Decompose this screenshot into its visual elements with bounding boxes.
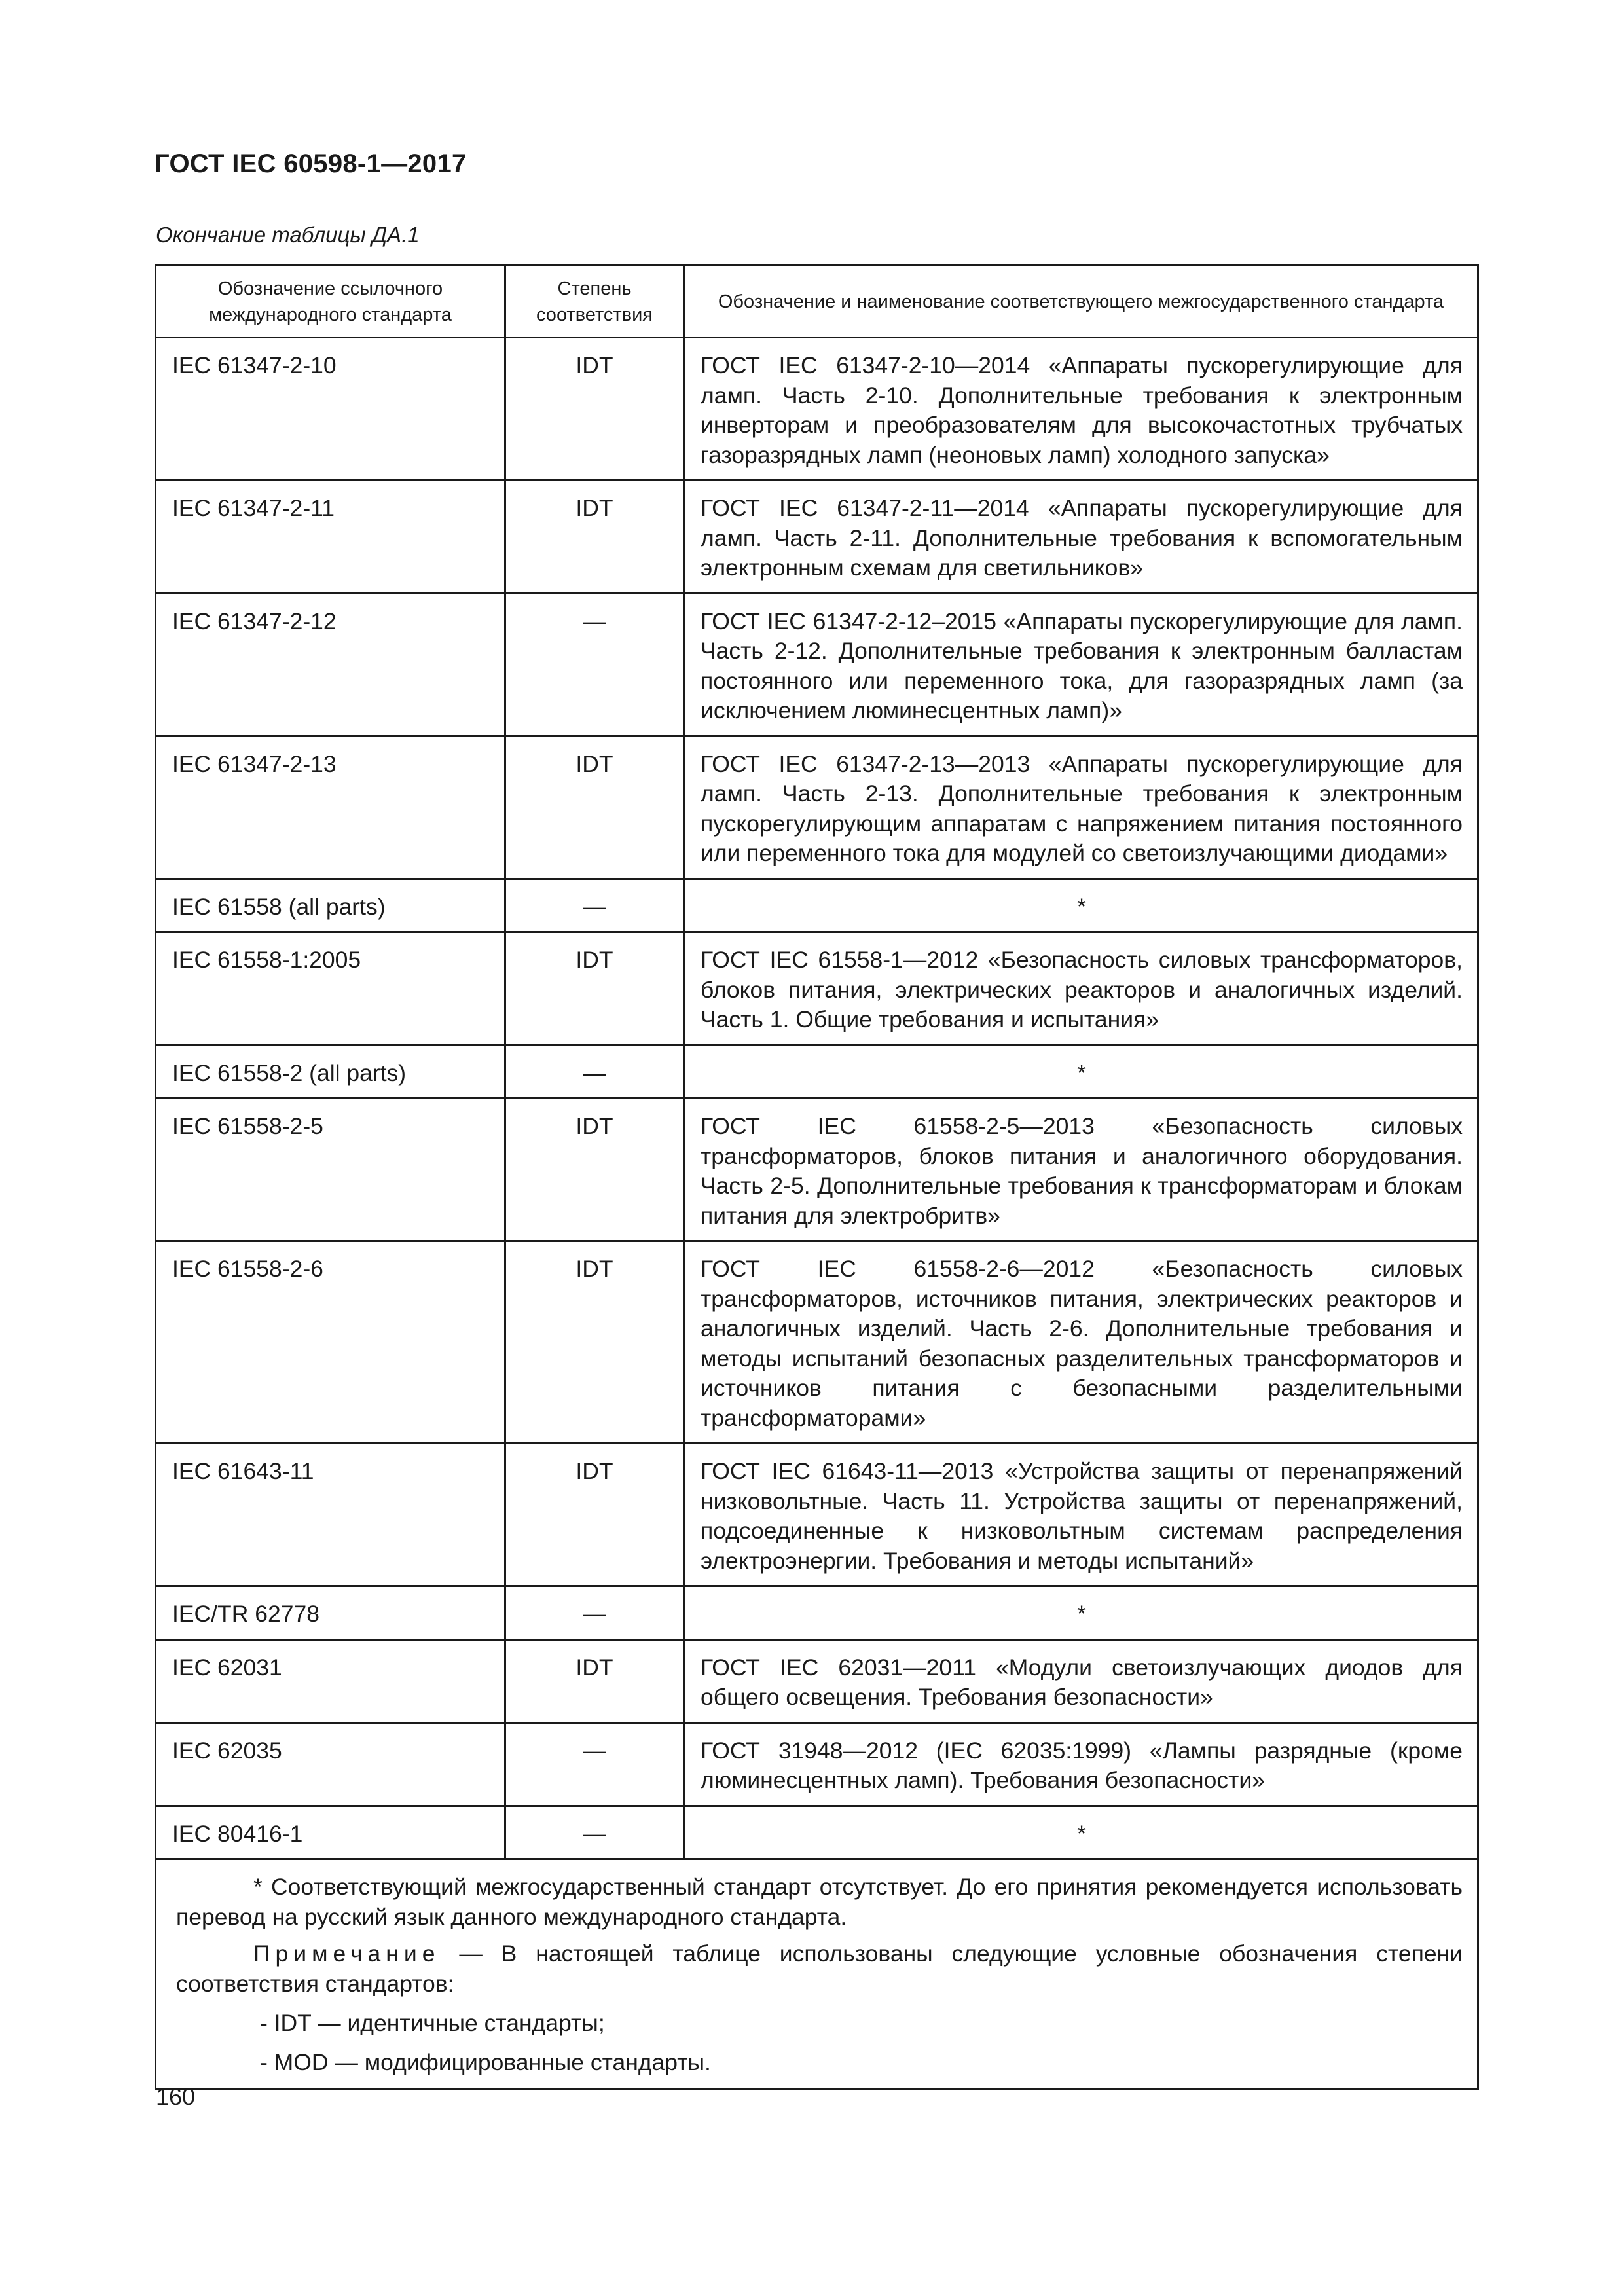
standards-table [155,264,1479,2090]
table-row [156,1639,1478,1722]
document-title: ГОСТ IEC 60598-1—2017 [155,149,467,178]
standard-name-cell: * [684,879,1478,932]
table-row [156,932,1478,1046]
footnote: * Соответствующий межгосударственный стандарт отсутствует. До его принятия рекомендуется использовать перевод на русский язык данного международного стандарта. [176,1874,1463,1930]
table-row [156,338,1478,481]
standard-name-cell: ГОСТ IEC 61347-2-13—2013 «Аппараты пускорегулирующие для ламп. Часть 2-13. Дополнительные требования к электронным пускорегулирующим аппаратам с напряжением питания постоянного или переменного тока для модулей со светоизлучающими диодами» [684,736,1478,879]
standard-name-cell: * [684,1806,1478,1859]
reference-cell: IEC 61558-2-5 [156,1099,505,1241]
note-item-idt: - IDT — идентичные стандарты; [260,2010,605,2036]
note-item-mod: - MOD — модифицированные стандарты. [260,2049,711,2075]
standard-name-cell: * [684,1045,1478,1099]
table-row [156,1722,1478,1806]
notes-cell [156,1859,1478,2089]
column-header-name: Обозначение и наименование соответствующего межгосударственного стандарта [684,265,1478,338]
reference-cell: IEC 62031 [156,1639,505,1722]
table-row [156,1099,1478,1241]
reference-cell: IEC 61347-2-10 [156,338,505,481]
reference-cell: IEC 61558-2 (all parts) [156,1045,505,1099]
degree-cell: — [505,1806,684,1859]
column-header-reference: Обозначение ссылочного международного стандарта [156,265,505,338]
degree-cell: IDT [505,1241,684,1444]
degree-cell: IDT [505,736,684,879]
reference-cell: IEC 62035 [156,1722,505,1806]
degree-cell: IDT [505,1444,684,1586]
reference-cell: IEC/TR 62778 [156,1586,505,1640]
notes-row [156,1859,1478,2089]
table-caption: Окончание таблицы ДА.1 [156,223,420,247]
standard-name-cell: ГОСТ IEC 61347-2-11—2014 «Аппараты пускорегулирующие для ламп. Часть 2-11. Дополнительные требования к вспомогательным электронным схемам для светильников» [684,481,1478,594]
table-row [156,879,1478,932]
degree-cell: — [505,1586,684,1640]
table-row [156,1806,1478,1859]
degree-cell: — [505,1045,684,1099]
standard-name-cell: ГОСТ 31948—2012 (IEC 62035:1999) «Лампы разрядные (кроме люминесцентных ламп). Требования безопасности» [684,1722,1478,1806]
note-text: — В настоящей таблице использованы следующие условные обозначения степени соответствия стандартов: [176,1941,1463,1997]
degree-cell: IDT [505,1099,684,1241]
standard-name-cell: ГОСТ IEC 61347-2-12–2015 «Аппараты пускорегулирующие для ламп. Часть 2-12. Дополнительные требования к электронным балластам постоянного или переменного тока, для газоразрядных ламп (за исключением люминесцентных ламп)» [684,593,1478,736]
reference-cell: IEC 61558 (all parts) [156,879,505,932]
standard-name-cell: ГОСТ IEC 61558-1—2012 «Безопасность силовых трансформаторов, блоков питания, электрических реакторов и аналогичных изделий. Часть 1. Общие требования и испытания» [684,932,1478,1046]
column-header-degree: Степень соответствия [505,265,684,338]
table-row [156,1586,1478,1640]
degree-cell: — [505,879,684,932]
reference-cell: IEC 61558-1:2005 [156,932,505,1046]
reference-cell: IEC 61347-2-12 [156,593,505,736]
reference-cell: IEC 61643-11 [156,1444,505,1586]
degree-cell: — [505,593,684,736]
reference-cell: IEC 61558-2-6 [156,1241,505,1444]
degree-cell: IDT [505,481,684,594]
table-header-row [156,265,1478,338]
table-row [156,1444,1478,1586]
reference-cell: IEC 80416-1 [156,1806,505,1859]
standard-name-cell: ГОСТ IEC 61558-2-5—2013 «Безопасность силовых трансформаторов, блоков питания и аналогичного оборудования. Часть 2-5. Дополнительные требования к трансформаторам и блокам питания для электробритв» [684,1099,1478,1241]
page-number: 160 [156,2083,196,2110]
table-row [156,481,1478,594]
degree-cell: IDT [505,338,684,481]
note-label: Примечание [253,1941,441,1967]
reference-cell: IEC 61347-2-13 [156,736,505,879]
reference-cell: IEC 61347-2-11 [156,481,505,594]
standard-name-cell: ГОСТ IEC 61643-11—2013 «Устройства защиты от перенапряжений низковольтные. Часть 11. Устройства защиты от перенапряжений, подсоединенные к низковольтным системам распределения электроэнергии. Требования и методы испытаний» [684,1444,1478,1586]
standard-name-cell: ГОСТ IEC 61347-2-10—2014 «Аппараты пускорегулирующие для ламп. Часть 2-10. Дополнительные требования к электронным инверторам и преобразователям для высокочастотных трубчатых газоразрядных ламп (неоновых ламп) холодного запуска» [684,338,1478,481]
table-row [156,593,1478,736]
standard-name-cell: ГОСТ IEC 62031—2011 «Модули светоизлучающих диодов для общего освещения. Требования безопасности» [684,1639,1478,1722]
table-row [156,736,1478,879]
degree-cell: — [505,1722,684,1806]
degree-cell: IDT [505,932,684,1046]
degree-cell: IDT [505,1639,684,1722]
table-row [156,1241,1478,1444]
table-row [156,1045,1478,1099]
standard-name-cell: * [684,1586,1478,1640]
note [176,1939,1463,1999]
standard-name-cell: ГОСТ IEC 61558-2-6—2012 «Безопасность силовых трансформаторов, источников питания, электрических реакторов и аналогичных изделий. Часть 2-6. Дополнительные требования и методы испытаний безопасных разделительных трансформаторов и источников питания с безопасными разделительными трансформаторами» [684,1241,1478,1444]
